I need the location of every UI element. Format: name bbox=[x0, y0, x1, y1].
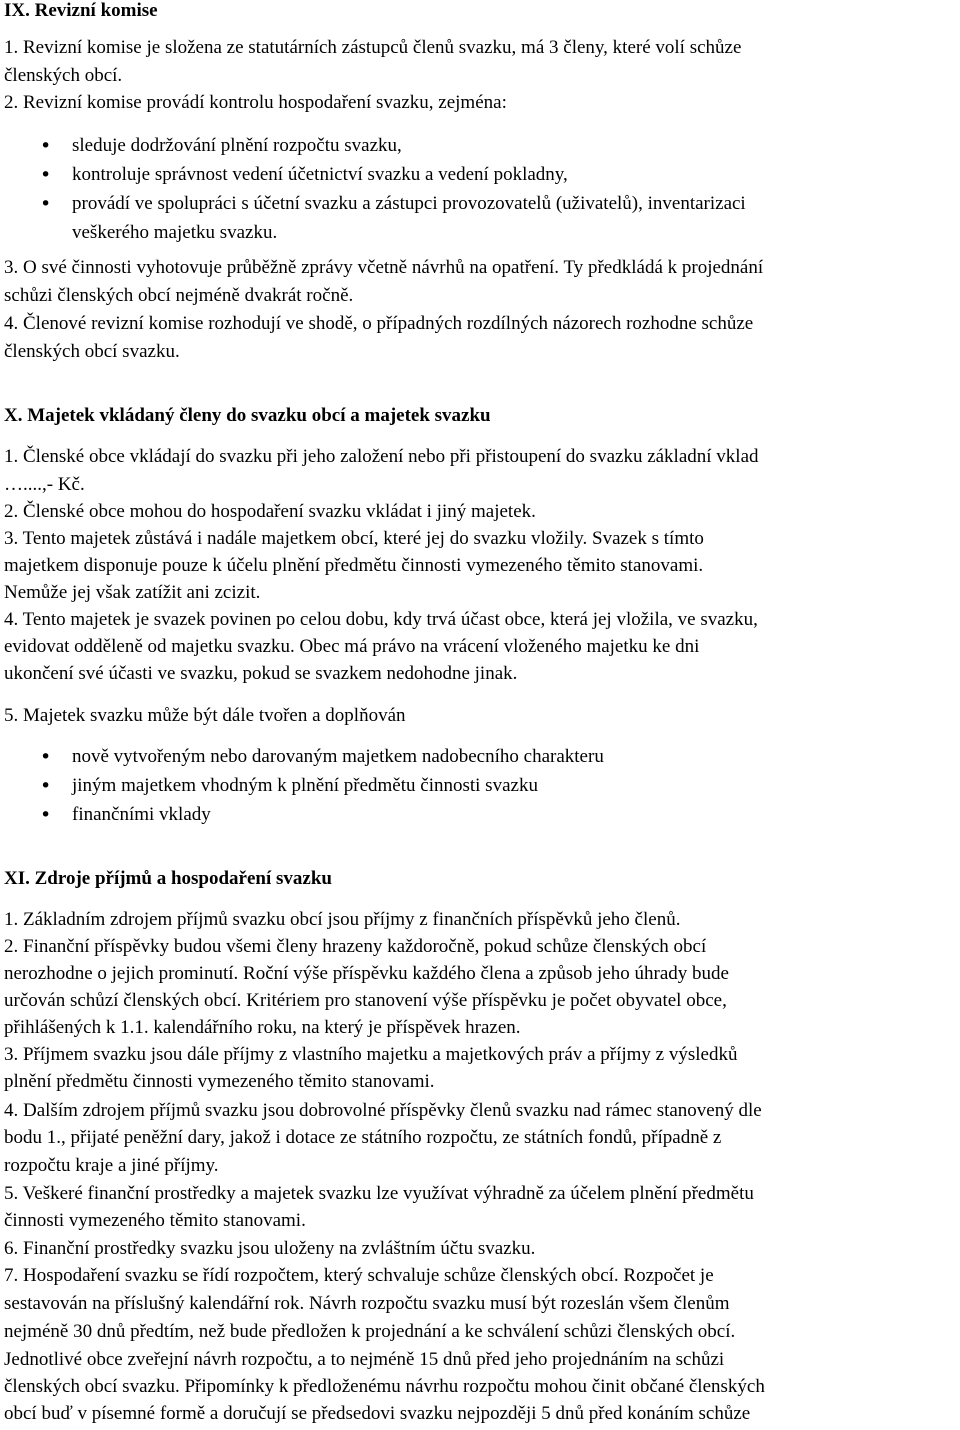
paragraph-line: 3. O své činnosti vyhotovuje průběžně zprávy včetně návrhů na opatření. Ty předkládá k projednání bbox=[4, 257, 764, 278]
bullet-item-text: kontroluje správnost vedení účetnictví svazku a vedení pokladny, bbox=[72, 164, 568, 185]
paragraph-line: členských obcí. bbox=[4, 65, 123, 86]
bullet-glyph: • bbox=[40, 135, 52, 157]
paragraph-line: evidovat odděleně od majetku svazku. Obec má právo na vrácení vloženého majetku ke dni bbox=[4, 636, 700, 657]
paragraph-line: sestavován na příslušný kalendářní rok. Návrh rozpočtu svazku musí být rozeslán všem členům bbox=[4, 1293, 730, 1314]
paragraph-line: přihlášených k 1.1. kalendářního roku, na který je příspěvek hrazen. bbox=[4, 1017, 521, 1038]
paragraph-line: 2. Členské obce mohou do hospodaření svazku vkládat i jiný majetek. bbox=[4, 501, 536, 522]
paragraph-line: nerozhodne o jejich prominutí. Roční výše příspěvku každého člena a způsob jeho úhrady bude bbox=[4, 963, 729, 984]
paragraph-line: schůzi členských obcí nejméně dvakrát ročně. bbox=[4, 285, 354, 306]
bullet-item-text: sleduje dodržování plnění rozpočtu svazku, bbox=[72, 135, 402, 156]
paragraph-line: 3. Tento majetek zůstává i nadále majetkem obcí, které jej do svazku vložily. Svazek s tímto bbox=[4, 528, 704, 549]
paragraph-line: nejméně 30 dnů předtím, než bude předložen k projednání a ke schválení schůzi členských obcí. bbox=[4, 1321, 736, 1342]
paragraph-line: činnosti vymezeného těmito stanovami. bbox=[4, 1210, 306, 1231]
paragraph-line: bodu 1., přijaté peněžní dary, jakož i dotace ze státního rozpočtu, ze státních fondů, případně z bbox=[4, 1127, 722, 1148]
paragraph-line: 4. Dalším zdrojem příjmů svazku jsou dobrovolné příspěvky členů svazku nad rámec stanovený dle bbox=[4, 1100, 762, 1121]
paragraph-line: majetkem disponuje pouze k účelu plnění předmětu činnosti vymezeného těmito stanovami. bbox=[4, 555, 704, 576]
paragraph-line: …....,- Kč. bbox=[4, 474, 85, 495]
bullet-item-text: nově vytvořeným nebo darovaným majetkem nadobecního charakteru bbox=[72, 746, 604, 767]
paragraph-line: 1. Členské obce vkládají do svazku při jeho založení nebo při přistoupení do svazku základní vklad bbox=[4, 446, 759, 467]
paragraph-line: Jednotlivé obce zveřejní návrh rozpočtu, a to nejméně 15 dnů před jeho projednáním na schůzi bbox=[4, 1349, 725, 1370]
section-heading: X. Majetek vkládaný členy do svazku obcí a majetek svazku bbox=[4, 405, 491, 426]
paragraph-line: 2. Finanční příspěvky budou všemi členy hrazeny každoročně, pokud schůze členských obcí bbox=[4, 936, 707, 957]
paragraph-line: 7. Hospodaření svazku se řídí rozpočtem, který schvaluje schůze členských obcí. Rozpočet je bbox=[4, 1265, 714, 1286]
paragraph-line: 2. Revizní komise provádí kontrolu hospodaření svazku, zejména: bbox=[4, 92, 507, 113]
paragraph-line: 6. Finanční prostředky svazku jsou uloženy na zvláštním účtu svazku. bbox=[4, 1238, 536, 1259]
paragraph-line: členských obcí svazku. bbox=[4, 341, 180, 362]
paragraph-line: 4. Tento majetek je svazek povinen po celou dobu, kdy trvá účast obce, která jej vložila, ve svazku, bbox=[4, 609, 758, 630]
bullet-item-text: provádí ve spolupráci s účetní svazku a zástupci provozovatelů (uživatelů), inventarizaci bbox=[72, 193, 746, 214]
paragraph-line: 1. Základním zdrojem příjmů svazku obcí jsou příjmy z finančních příspěvků jeho členů. bbox=[4, 909, 681, 930]
paragraph-line: členských obcí svazku. Připomínky k předloženému návrhu rozpočtu mohou činit občané členských bbox=[4, 1376, 765, 1397]
bullet-glyph: • bbox=[40, 804, 52, 826]
section-heading: IX. Revizní komise bbox=[4, 0, 158, 21]
paragraph-line: plnění předmětu činnosti vymezeného těmito stanovami. bbox=[4, 1071, 435, 1092]
bullet-item-text: jiným majetkem vhodným k plnění předmětu činnosti svazku bbox=[72, 775, 538, 796]
bullet-glyph: • bbox=[40, 746, 52, 768]
paragraph-line: ukončení své účasti ve svazku, pokud se svazkem nedohodne jinak. bbox=[4, 663, 518, 684]
bullet-glyph: • bbox=[40, 775, 52, 797]
paragraph-line: veškerého majetku svazku. bbox=[72, 222, 278, 243]
paragraph-line: 1. Revizní komise je složena ze statutárních zástupců členů svazku, má 3 členy, které volí schůze bbox=[4, 37, 742, 58]
paragraph-line: určován schůzí členských obcí. Kritériem pro stanovení výše příspěvku je počet obyvatel obce, bbox=[4, 990, 727, 1011]
bullet-item-text: finančními vklady bbox=[72, 804, 211, 825]
paragraph-line: rozpočtu kraje a jiné příjmy. bbox=[4, 1155, 219, 1176]
bullet-glyph: • bbox=[40, 193, 52, 215]
paragraph-line: obcí buď v písemné formě a doručují se předsedovi svazku nejpozději 5 dnů před konáním schůze bbox=[4, 1403, 751, 1424]
paragraph-line: 3. Příjmem svazku jsou dále příjmy z vlastního majetku a majetkových práv a příjmy z výsledků bbox=[4, 1044, 738, 1065]
paragraph-line: Nemůže jej však zatížit ani zcizit. bbox=[4, 582, 261, 603]
section-heading: XI. Zdroje příjmů a hospodaření svazku bbox=[4, 868, 332, 889]
paragraph-line: 5. Majetek svazku může být dále tvořen a doplňován bbox=[4, 705, 406, 726]
paragraph-line: 5. Veškeré finanční prostředky a majetek svazku lze využívat výhradně za účelem plnění předmětu bbox=[4, 1183, 754, 1204]
bullet-glyph: • bbox=[40, 164, 52, 186]
paragraph-line: 4. Členové revizní komise rozhodují ve shodě, o případných rozdílných názorech rozhodne schůze bbox=[4, 313, 754, 334]
